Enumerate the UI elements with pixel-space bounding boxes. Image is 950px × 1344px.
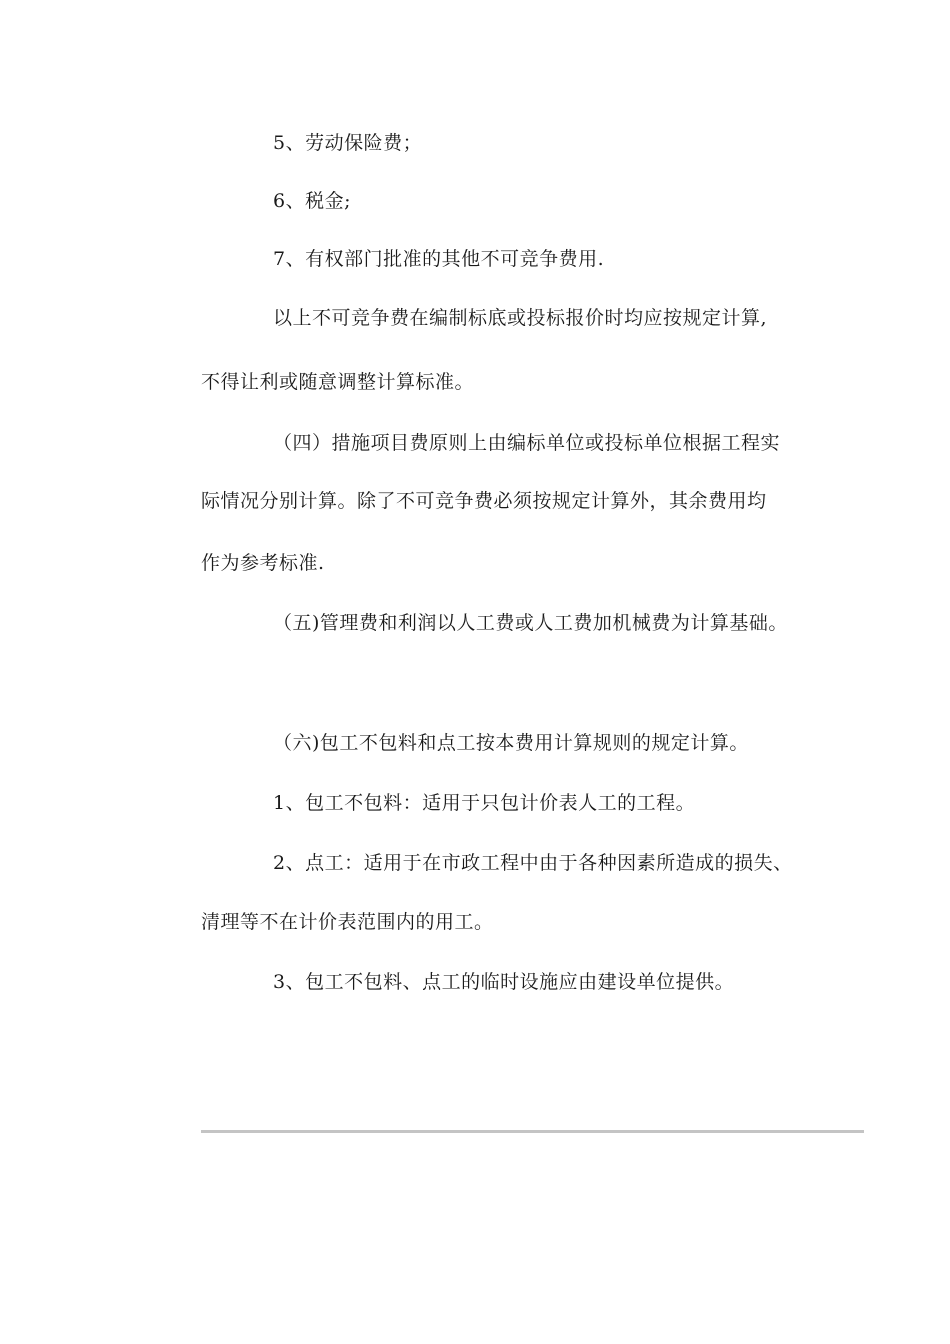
text-line: 5、劳动保险费； — [273, 132, 423, 154]
text-line: （六)包工不包料和点工按本费用计算规则的规定计算。 — [273, 732, 749, 754]
text-line: 3、包工不包料、点工的临时设施应由建设单位提供。 — [273, 971, 735, 993]
text-line: 7、有权部门批准的其他不可竞争费用. — [273, 248, 605, 270]
text-line: （四）措施项目费原则上由编标单位或投标单位根据工程实 — [273, 432, 781, 454]
text-line: （五)管理费和利润以人工费或人工费加机械费为计算基础。 — [273, 612, 788, 634]
footer-divider — [201, 1130, 864, 1133]
text-line: 清理等不在计价表范围内的用工。 — [201, 911, 494, 933]
text-line: 不得让利或随意调整计算标准。 — [201, 371, 475, 393]
text-line: 以上不可竞争费在编制标底或投标报价时均应按规定计算, — [273, 307, 768, 329]
text-line: 作为参考标准. — [201, 552, 325, 574]
text-line: 1、包工不包料：适用于只包计价表人工的工程。 — [273, 792, 696, 814]
text-line: 2、点工：适用于在市政工程中由于各种因素所造成的损失、 — [273, 852, 793, 874]
text-line: 际情况分别计算。除了不可竞争费必须按规定计算外，其余费用均 — [201, 490, 767, 512]
text-line: 6、税金; — [273, 190, 351, 212]
